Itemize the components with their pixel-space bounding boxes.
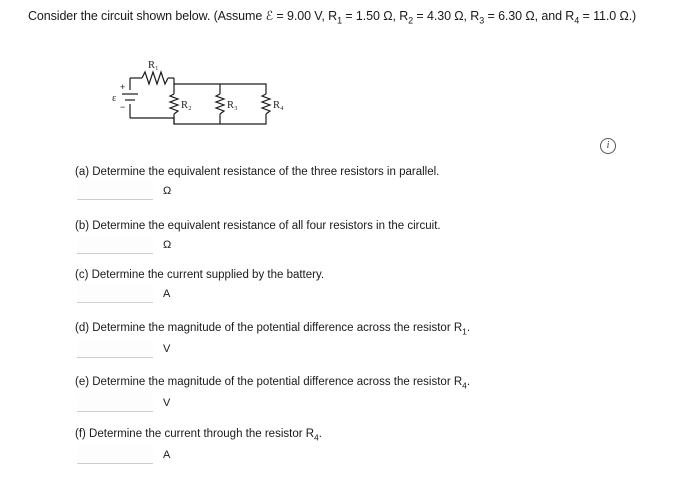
question-d-end: . — [466, 322, 471, 334]
part-b — [75, 220, 515, 257]
answer-row-d — [75, 339, 515, 361]
question-d — [75, 322, 515, 336]
problem-statement — [28, 8, 700, 26]
r3-label: R₃ — [227, 100, 238, 111]
r1-resistor — [142, 72, 168, 84]
part-f — [75, 428, 515, 467]
question-d-subscript: 1 — [462, 326, 467, 337]
part-c — [75, 269, 515, 306]
unit-e: V — [163, 397, 171, 410]
r2-value: = 4.30 Ω, R — [413, 9, 480, 23]
question-f-subscript: 4 — [314, 432, 319, 443]
answer-row-e — [75, 393, 515, 415]
answer-input-c[interactable] — [77, 284, 153, 303]
r4-value: = 11.0 Ω.) — [579, 9, 637, 23]
question-d-text: (d) Determine the magnitude of the potential difference across the resistor R — [75, 322, 463, 334]
unit-d: V — [163, 343, 171, 356]
answer-row-a — [75, 181, 515, 203]
battery-plus-sign: + — [120, 82, 126, 92]
info-icon[interactable]: i — [600, 138, 616, 154]
r1-subscript: 1 — [337, 15, 342, 26]
unit-b: Ω — [163, 239, 172, 251]
r4-label: R₄ — [273, 100, 284, 111]
r1-value: = 1.50 Ω, R — [341, 9, 409, 23]
part-e — [75, 376, 515, 415]
r3-value: = 6.30 Ω, and R — [484, 9, 575, 23]
emf-symbol: ℰ — [265, 9, 274, 23]
question-f-text: (f) Determine the current through the resistor R — [75, 428, 315, 440]
answer-row-b — [75, 235, 515, 257]
r2-label: R₂ — [181, 100, 192, 111]
unit-f: A — [163, 449, 171, 462]
question-c: (c) Determine the current supplied by the battery. — [75, 269, 325, 281]
answer-row-f — [75, 445, 515, 467]
part-d — [75, 322, 515, 361]
r3-resistor — [216, 94, 224, 114]
question-e-text: (e) Determine the magnitude of the potential difference across the resistor R — [75, 376, 463, 388]
question-e — [75, 376, 515, 390]
answer-input-e[interactable] — [77, 393, 153, 412]
question-e-end: . — [466, 376, 471, 388]
prompt-intro: Consider the circuit shown below. (Assume — [28, 9, 266, 23]
r2-resistor — [170, 94, 178, 114]
unit-a: Ω — [163, 185, 172, 197]
battery-minus-sign: − — [120, 102, 126, 112]
question-f-end: . — [318, 428, 322, 440]
emf-value: = 9.00 V, R — [273, 9, 338, 23]
circuit-diagram — [110, 58, 310, 138]
question-f — [75, 428, 515, 442]
question-b: (b) Determine the equivalent resistance of all four resistors in the circuit. — [75, 220, 441, 232]
answer-row-c — [75, 284, 515, 306]
answer-input-d[interactable] — [77, 339, 153, 358]
battery-label: ε — [112, 93, 117, 104]
r3-subscript: 3 — [479, 15, 485, 26]
wire-parallel-bottom — [130, 114, 266, 124]
r2-subscript: 2 — [408, 15, 414, 26]
question-e-subscript: 4 — [462, 380, 467, 391]
r4-subscript: 4 — [574, 15, 580, 26]
part-a — [75, 166, 515, 203]
answer-input-b[interactable] — [77, 235, 153, 254]
question-a: (a) Determine the equivalent resistance of the three resistors in parallel. — [75, 166, 440, 178]
r1-label: R₁ — [148, 60, 159, 71]
r4-resistor — [262, 94, 270, 114]
answer-input-f[interactable] — [77, 445, 153, 464]
unit-c: A — [163, 288, 171, 300]
answer-input-a[interactable] — [77, 181, 153, 200]
